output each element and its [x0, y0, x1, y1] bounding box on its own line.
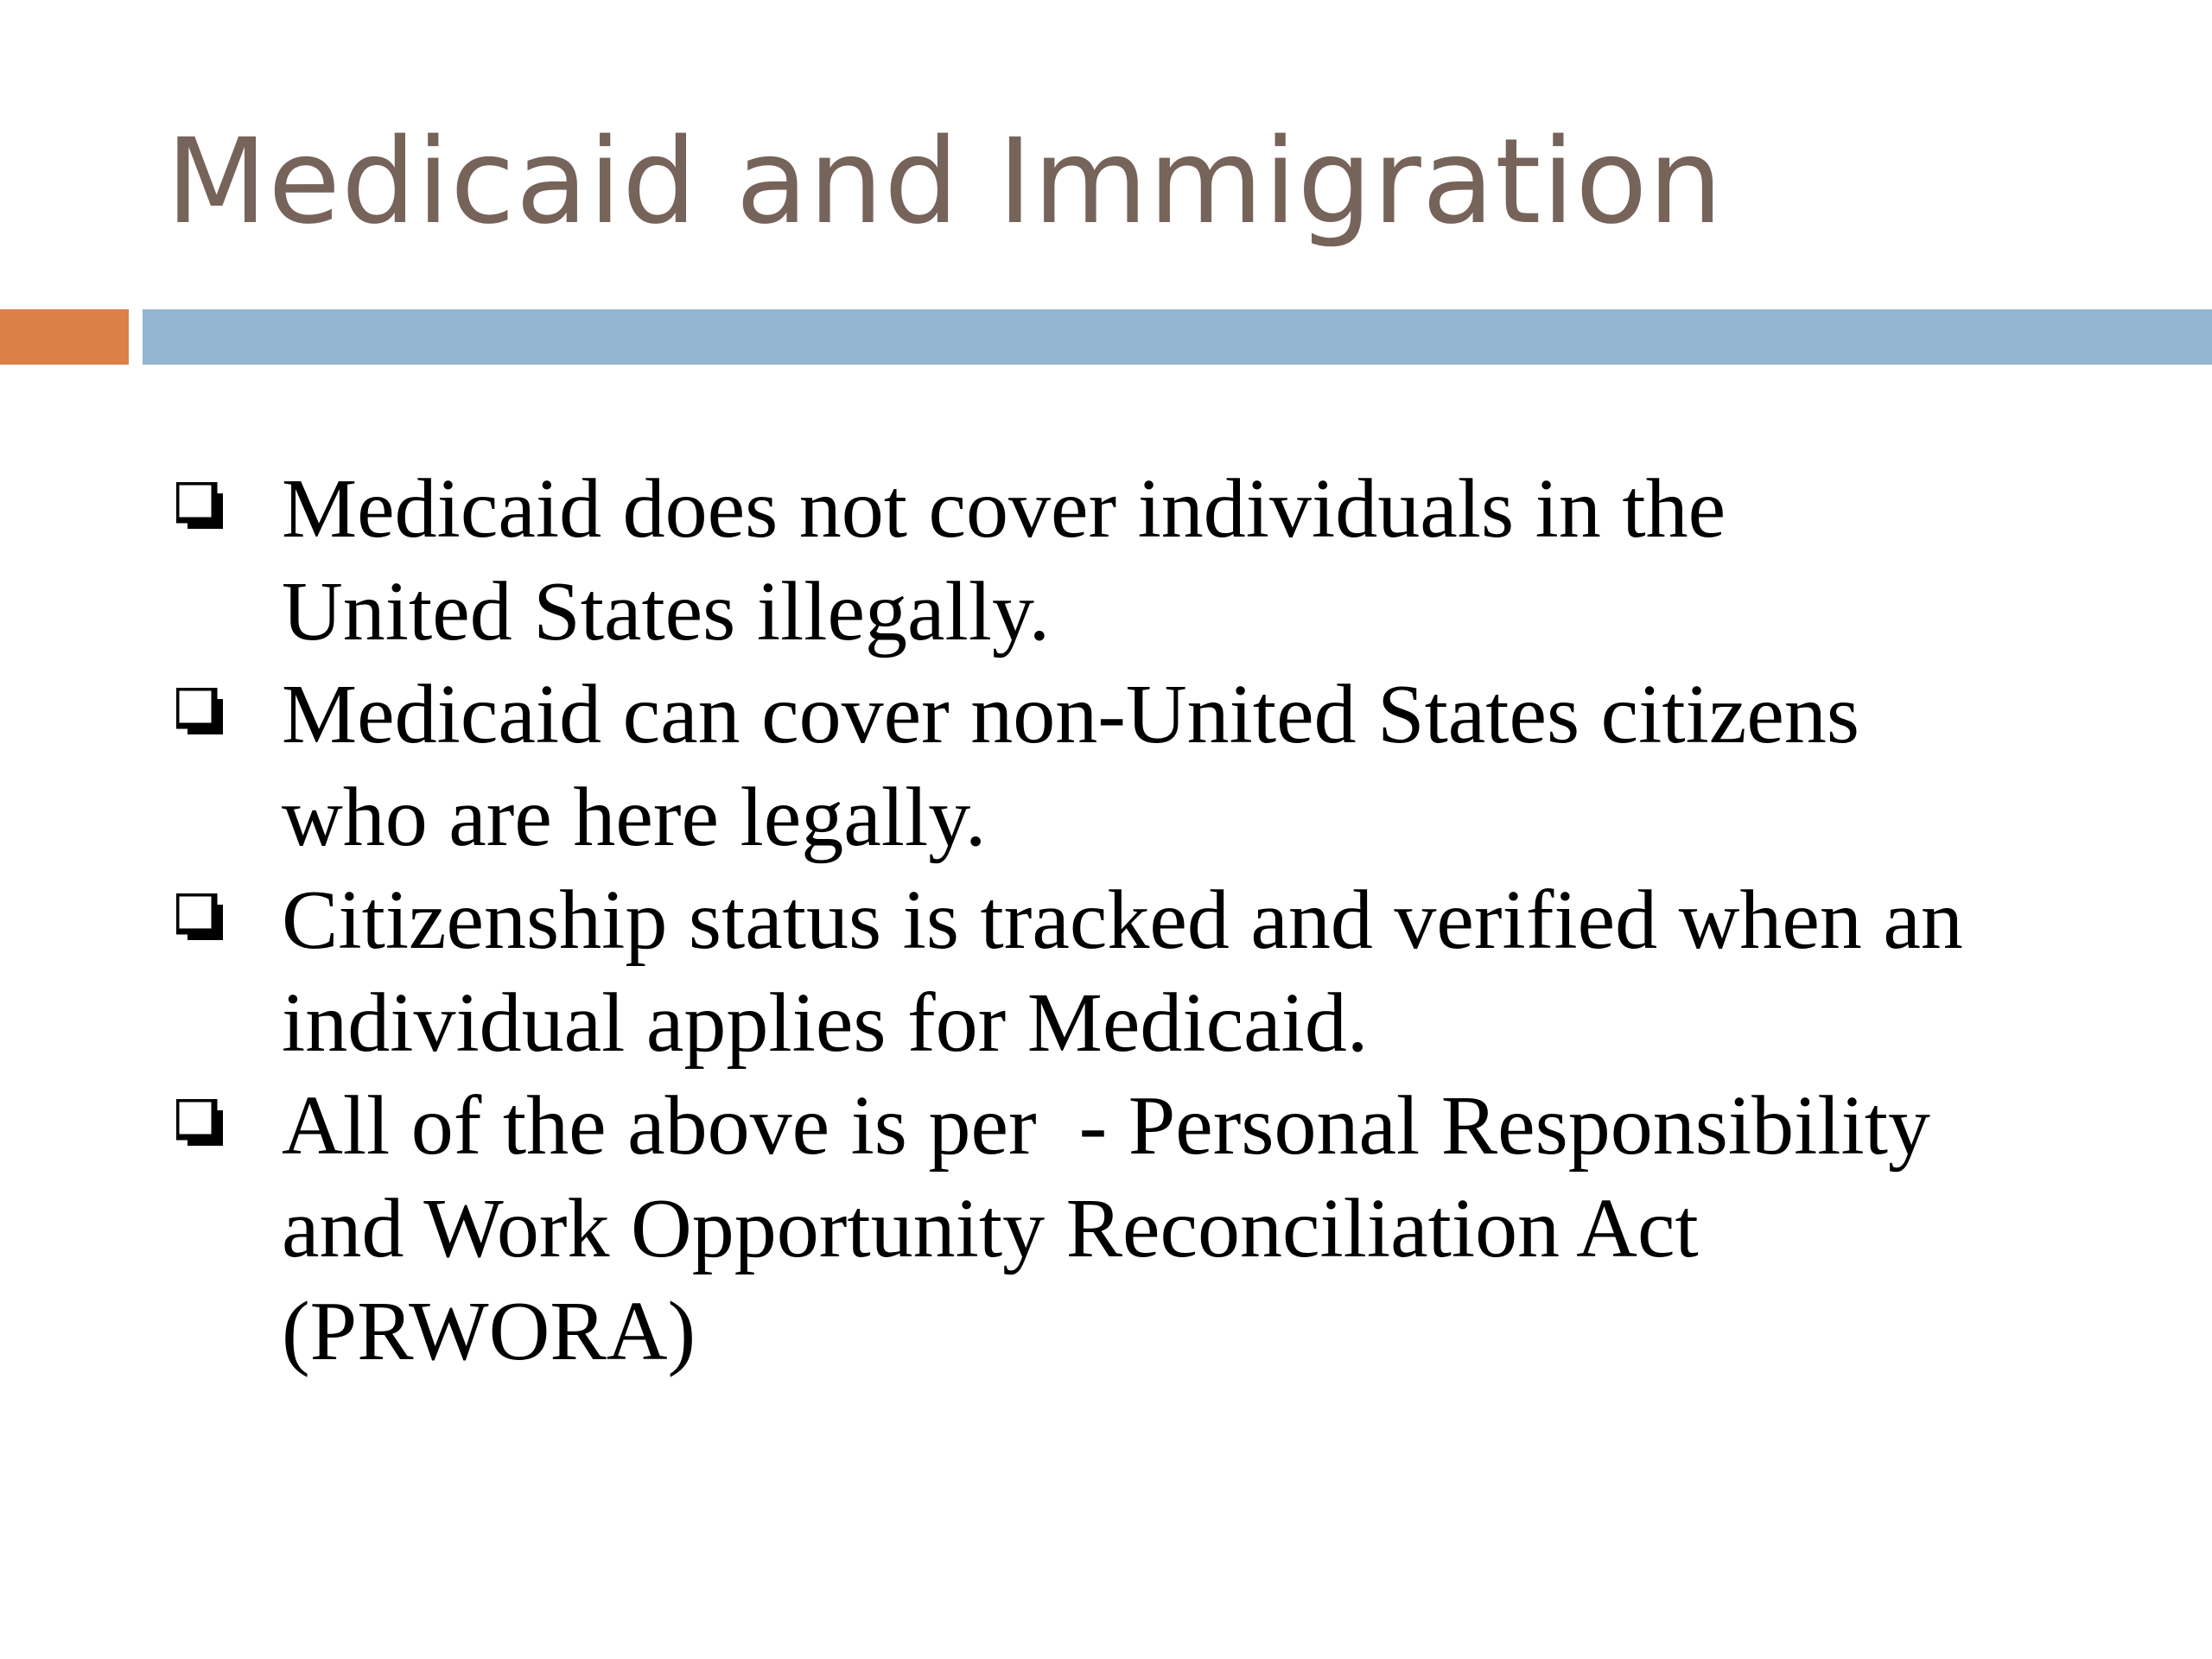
slide-title: Medicaid and Immigration: [166, 114, 1724, 251]
checkbox-square-icon: [176, 893, 223, 940]
checkbox-square-icon: [176, 688, 223, 734]
bullet-list: [169, 458, 2070, 1383]
bullet-item: [169, 869, 2070, 1075]
accent-bar-orange: [0, 309, 129, 365]
bullet-text: Citizenship status is tracked and verified when an individual applies for Medicaid.: [282, 874, 1963, 1070]
bullet-text: Medicaid can cover non-United States citizens who are here legally.: [282, 668, 1859, 864]
bullet-item: [169, 458, 2070, 664]
accent-bar-blue: [143, 309, 2212, 365]
checkbox-square-icon: [176, 1099, 223, 1146]
bullet-text: All of the above is per - Personal Responsibility and Work Opportunity Reconciliation Act (PRWORA): [282, 1079, 1930, 1378]
bullet-item: [169, 1075, 2070, 1383]
bullet-item: [169, 664, 2070, 869]
bullet-text: Medicaid does not cover individuals in the United States illegally.: [282, 462, 1726, 658]
checkbox-square-icon: [176, 482, 223, 529]
